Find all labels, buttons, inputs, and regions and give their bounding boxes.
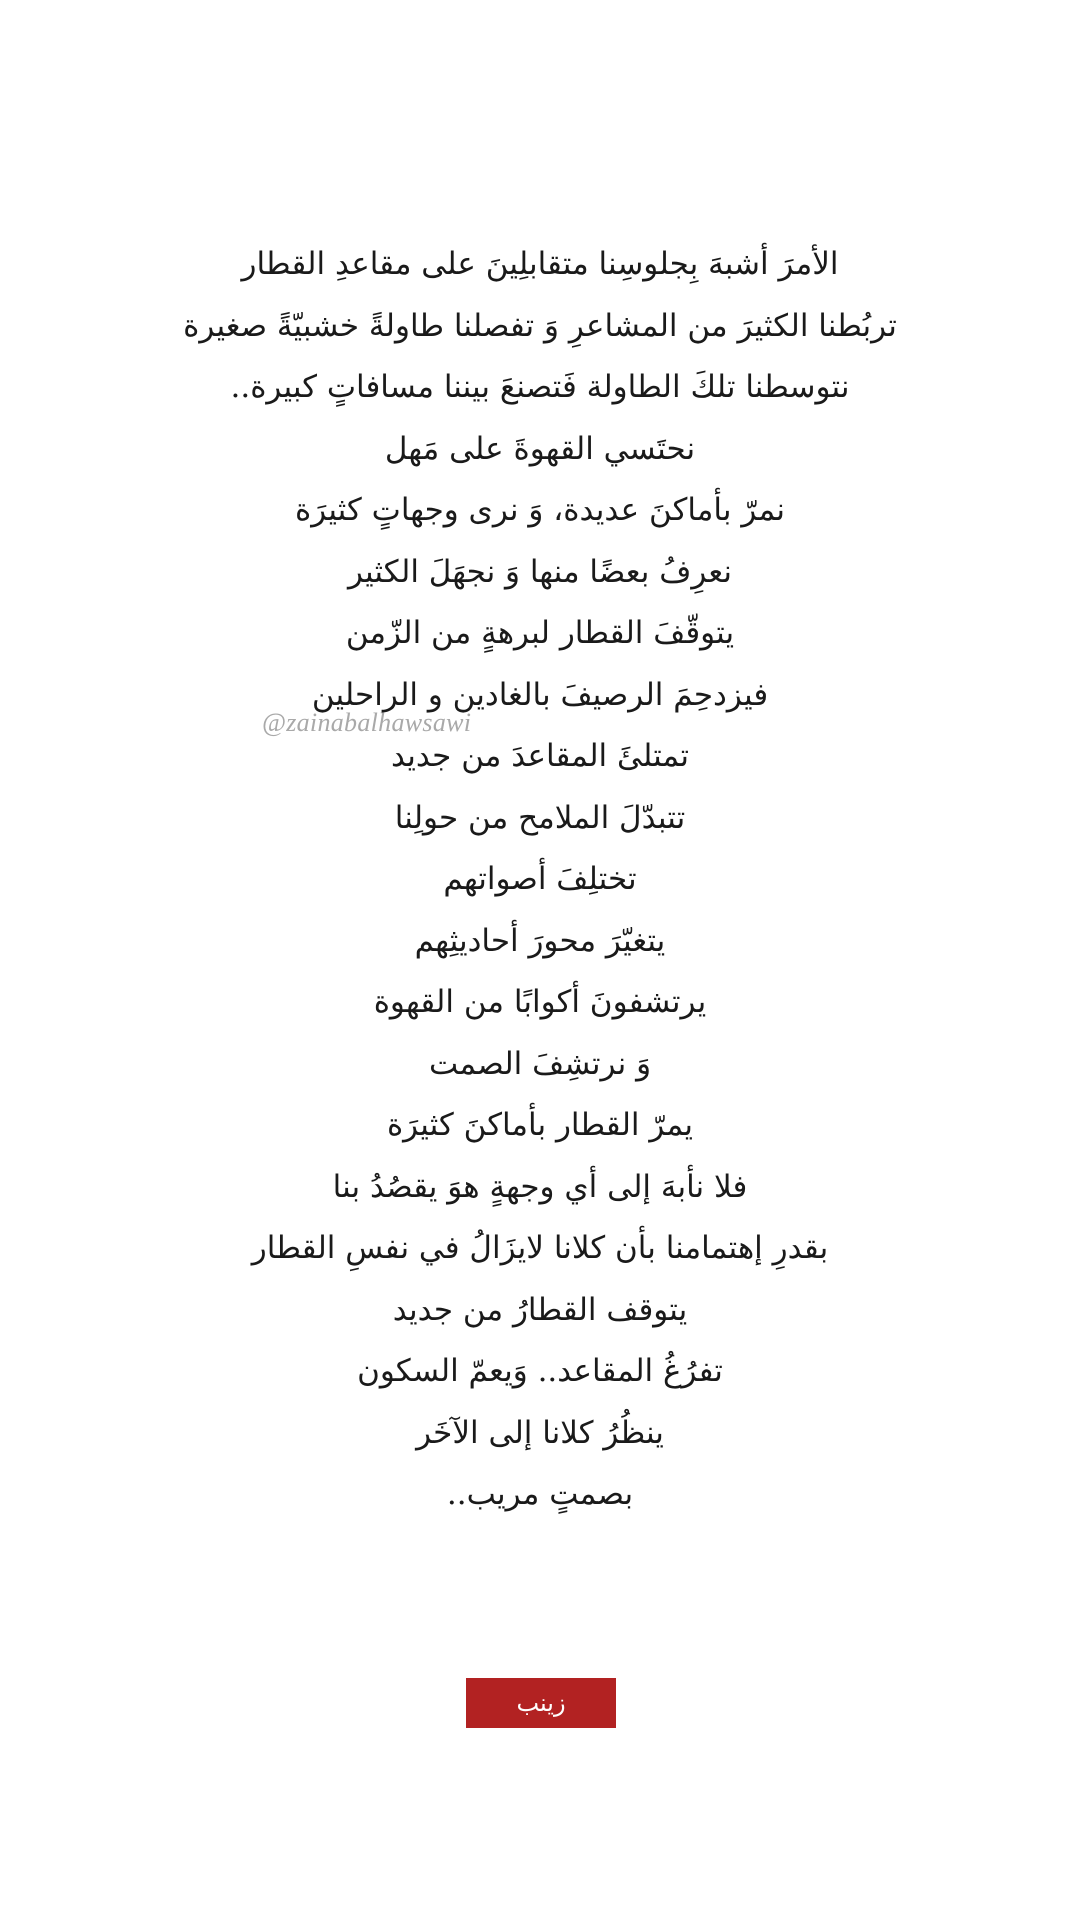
poem-line: نعرِفُ بعضًا منها وَ نجهَلَ الكثير <box>347 553 733 590</box>
poem-line: الأمرَ أشبهَ بِجلوسِنا متقابلِينَ على مقاعدِ القطار <box>241 246 839 282</box>
poem-line: ينظُرُ كلانا إلى الآخَر <box>416 1414 664 1451</box>
poem-line: تفرُغُ المقاعد.. وَيعمّ السكون <box>357 1353 723 1389</box>
poem-line: تتبدّلَ الملامح من حولِنا <box>394 799 686 836</box>
poem-line: فيزدحِمَ الرصيفَ بالغادين و الراحلين <box>311 676 769 713</box>
poem-line: تختلِفَ أصواتهم <box>443 861 637 897</box>
author-signature-badge: زينب الهوساوي <box>466 1678 616 1728</box>
poem-line: يتوقف القطارُ من جديد <box>392 1291 688 1328</box>
poem-line: فلا نأبهَ إلى أي وجهةٍ هوَ يقصُدُ بنا <box>332 1168 748 1205</box>
poem-line: نمرّ بأماكنَ عديدة، وَ نرى وجهاتٍ كثيرَة <box>294 492 785 528</box>
poem-line: نحتَسي القهوةَ على مَهل <box>384 430 696 467</box>
poem-line: يتوقّفَ القطار لبرهةٍ من الزّمن <box>345 615 735 651</box>
poem-line: يتغيّرَ محورَ أحاديثِهم <box>414 922 666 959</box>
poem-line: وَ نرتشِفَ الصمت <box>428 1045 652 1082</box>
poem-line: تربُطنا الكثيرَ من المشاعرِ وَ تفصلنا طاولةً خشبيّةً صغيرة <box>183 307 897 344</box>
poem-line: نتوسطنا تلكَ الطاولة فَتصنعَ بيننا مسافاتٍ كبيرة.. <box>230 369 850 405</box>
poem-line: يمرّ القطار بأماكنَ كثيرَة <box>386 1107 694 1143</box>
poem-line: بصمتٍ مريب.. <box>446 1476 634 1512</box>
poem-line: بقدرِ إهتمامنا بأن كلانا لايزَالُ في نفسِ القطار <box>251 1230 829 1266</box>
poem-line: تمتلئَ المقاعدَ من جديد <box>391 738 689 774</box>
poem-line: يرتشفونَ أكوابًا من القهوة <box>373 984 707 1020</box>
poem-text <box>0 234 1080 1526</box>
watermark-handle: @zainabalhawsawi <box>262 708 472 737</box>
